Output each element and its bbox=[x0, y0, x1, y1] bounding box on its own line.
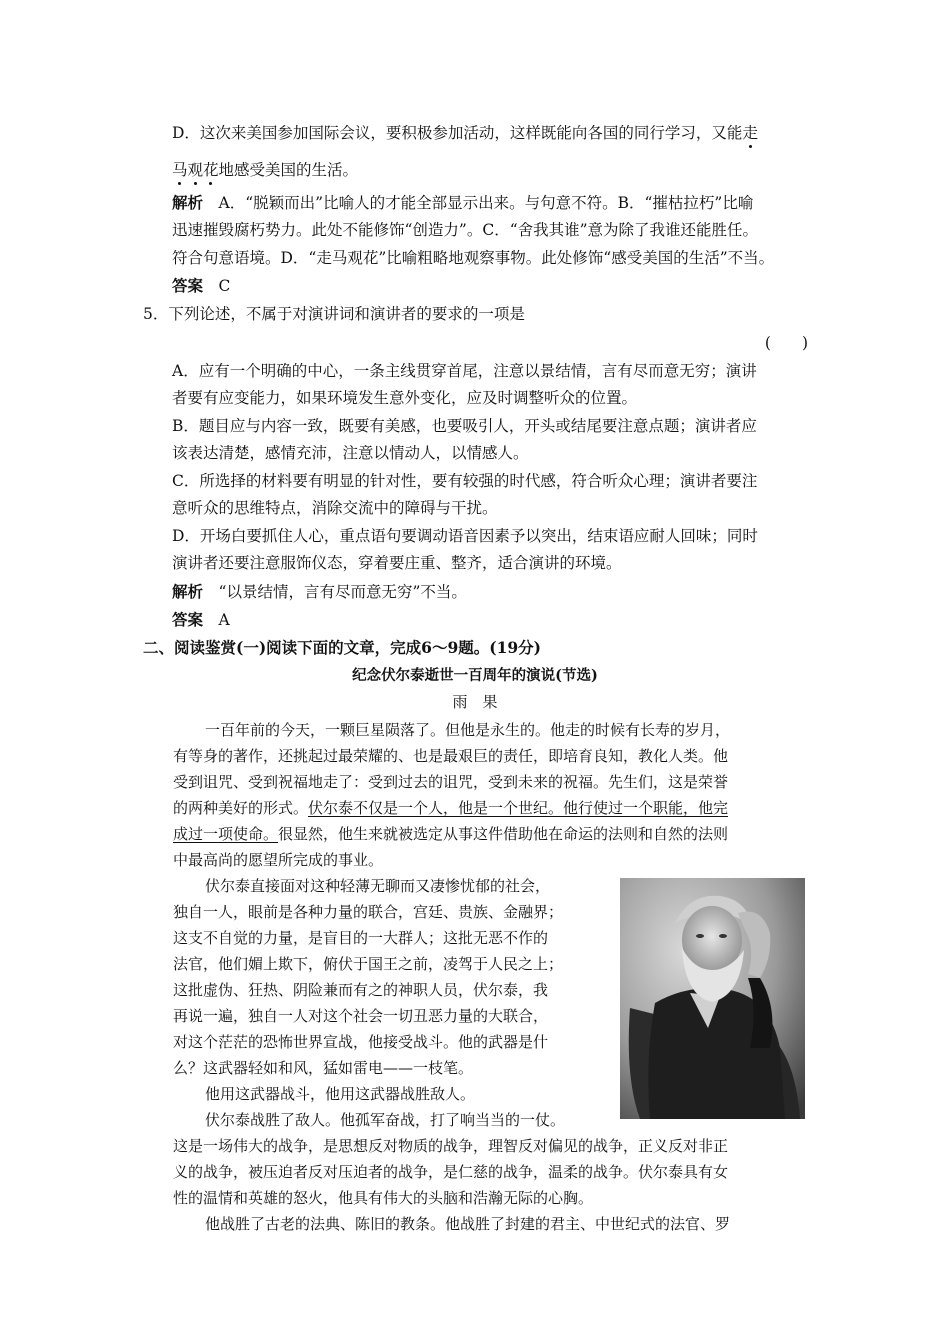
paragraph1-line4: 的两种美好的形式。伏尔泰不仅是一个人，他是一个世纪。他行使过一个职能，他完 bbox=[173, 799, 729, 817]
paragraph2-line8: 么？这武器轻如和风，猛如雷电——一枝笔。 bbox=[173, 1059, 474, 1077]
paragraph1-line1: 一百年前的今天，一颗巨星陨落了。但他是永生的。他走的时候有长寿的岁月， bbox=[205, 721, 731, 739]
paragraph2-line4: 法官，他们媚上欺下，俯伏于国王之前，凌驾于人民之上； bbox=[173, 955, 564, 973]
q5-answer-label: 答案 bbox=[172, 610, 204, 629]
paragraph4-line1: 伏尔泰战胜了敌人。他孤军奋战，打了响当当的一仗。 bbox=[205, 1111, 566, 1129]
paragraph5-line1: 他战胜了古老的法典、陈旧的教条。他战胜了封建的君主、中世纪式的法官、罗 bbox=[205, 1215, 731, 1233]
q4-analysis-line3: 符合句意语境。D．“走马观花”比喻粗略地观察事物。此处修饰“感受美国的生活”不当。 bbox=[172, 249, 775, 267]
q5-option-a-line1: A．应有一个明确的中心，一条主线贯穿首尾，注意以景结情，言有尽而意无穷；演讲 bbox=[172, 362, 757, 380]
article-title: 纪念伏尔泰逝世一百周年的演说(节选) bbox=[352, 667, 598, 684]
q5-answer-bracket: ( ) bbox=[764, 334, 808, 352]
paragraph4-line3: 义的战争，被压迫者反对压迫者的战争，是仁慈的战争，温柔的战争。伏尔泰具有女 bbox=[173, 1163, 729, 1181]
paragraph4-line2: 这是一场伟大的战争，是思想反对物质的战争，理智反对偏见的战争，正义反对非正 bbox=[173, 1137, 729, 1155]
underlined-sentence-end: 成过一项使命。 bbox=[173, 825, 279, 843]
q4-analysis-label: 解析 bbox=[172, 193, 204, 212]
underlined-sentence: 伏尔泰不仅是一个人，他是一个世纪。他行使过一个职能，他完 bbox=[308, 799, 729, 817]
q5-option-d-line2: 演讲者还要注意服饰仪态，穿着要庄重、整齐，适合演讲的环境。 bbox=[172, 554, 622, 572]
paragraph2-line2: 独自一人，眼前是各种力量的联合，宫廷、贵族、金融界； bbox=[173, 903, 564, 921]
paragraph1-line5: 成过一项使命。很显然，他生来就被选定从事这件借助他在命运的法则和自然的法则 bbox=[173, 825, 729, 843]
paragraph2-line5: 这批虚伪、狂热、阴险兼而有之的神职人员，伏尔泰，我 bbox=[173, 981, 549, 999]
paragraph3: 他用这武器战斗，他用这武器战胜敌人。 bbox=[205, 1085, 476, 1103]
paragraph1-line3: 受到诅咒、受到祝福地走了：受到过去的诅咒，受到未来的祝福。先生们，这是荣誉 bbox=[173, 773, 729, 791]
paragraph2-line7: 对这个茫茫的恐怖世界宣战，他接受战斗。他的武器是什 bbox=[173, 1033, 549, 1051]
q5-option-a-line2: 者要有应变能力，如果环境发生意外变化，应及时调整听众的位置。 bbox=[172, 389, 638, 407]
paragraph2-line3: 这支不自觉的力量，是盲目的一大群人；这批无恶不作的 bbox=[173, 929, 549, 947]
paragraph2-line6: 再说一遍，独自一人对这个社会一切丑恶力量的大联合， bbox=[173, 1007, 549, 1025]
q4-answer: 答案 C bbox=[172, 276, 231, 295]
q4-analysis-line2: 迅速摧毁腐朽势力。此处不能修饰“创造力”。C．“舍我其谁”意为除了我谁还能胜任。 bbox=[172, 221, 759, 239]
paragraph1-line2: 有等身的著作，还挑起过最荣耀的、也是最艰巨的责任，即培育良知，教化人类。他 bbox=[173, 747, 729, 765]
q5-option-b-line2: 该表达清楚，感情充沛，注意以情动人，以情感人。 bbox=[172, 444, 529, 462]
q5-option-d-line1: D．开场白要抓住人心，重点语句要调动语音因素予以突出，结束语应耐人回味；同时 bbox=[172, 527, 758, 545]
section-heading: 二、阅读鉴赏(一)阅读下面的文章，完成6～9题。(19分) bbox=[143, 638, 541, 657]
q5-analysis: 解析 “以景结情，言有尽而意无穷”不当。 bbox=[172, 582, 467, 601]
q5-option-c-line2: 意听众的思维特点，消除交流中的障碍与干扰。 bbox=[172, 499, 498, 517]
paragraph2-line1: 伏尔泰直接面对这种轻薄无聊而又凄惨忧郁的社会， bbox=[205, 877, 551, 895]
q5-stem: 5．下列论述，不属于对演讲词和演讲者的要求的一项是 bbox=[143, 305, 525, 323]
q4-option-d-line1: D．这次来美国参加国际会议，要积极参加活动，这样既能向各国的同行学习，又能走 bbox=[172, 124, 758, 142]
author-portrait-photo bbox=[620, 878, 805, 1119]
q5-answer: 答案 A bbox=[172, 610, 230, 629]
paragraph4-line4: 性的温情和英雄的怒火，他具有伟大的头脑和浩瀚无际的心胸。 bbox=[173, 1189, 594, 1207]
q5-analysis-label: 解析 bbox=[172, 582, 204, 601]
q5-option-c-line1: C．所选择的材料要有明显的针对性，要有较强的时代感，符合听众心理；演讲者要注 bbox=[172, 472, 758, 490]
q4-analysis-line1: 解析 A．“脱颖而出”比喻人的才能全部显示出来。与句意不符。B．“摧枯拉朽”比喻 bbox=[172, 193, 754, 212]
paragraph1-line6: 中最高尚的愿望所完成的事业。 bbox=[173, 851, 384, 869]
q5-option-b-line1: B．题目应与内容一致，既要有美感，也要吸引人，开头或结尾要注意点题；演讲者应 bbox=[172, 417, 757, 435]
q4-option-d-line2: 马观花地感受美国的生活。 bbox=[172, 161, 359, 179]
article-author: 雨 果 bbox=[452, 693, 498, 711]
q4-answer-label: 答案 bbox=[172, 276, 204, 295]
